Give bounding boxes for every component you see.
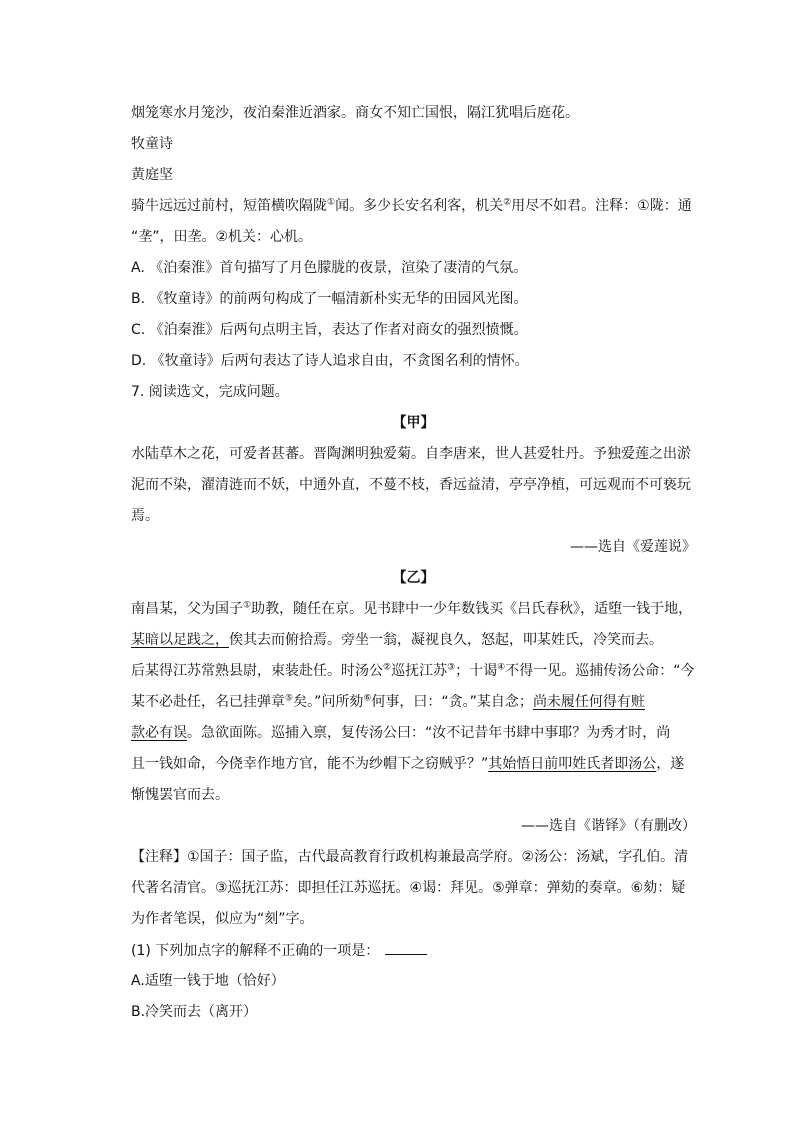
text-span: 闻。多少长安名利客，机关: [335, 198, 504, 214]
question-text: (1) 下列加点字的解释不正确的一项是：: [131, 943, 380, 959]
text-span: 巡抚江苏: [391, 663, 448, 679]
source-jia: ——选自《爱莲说》: [570, 539, 696, 555]
option-c: C. 《泊秦淮》后两句点明主旨，表达了作者对商女的强烈愤慨。: [131, 322, 528, 338]
text-span: 助教，随任在京。见书肆中一少年数钱买《吕氏春秋》，适堕一钱于地，: [251, 601, 693, 617]
text-span: ，遂: [656, 756, 685, 772]
poem-title: 牧童诗: [131, 136, 173, 152]
note-marker: ⑤: [285, 693, 294, 704]
text-span: 何事，曰：“贪。”某自念；: [371, 694, 533, 710]
passage-yi-line: [131, 661, 696, 681]
section-heading-jia: 【甲】: [392, 415, 435, 431]
sub-option-b: B.冷笑而去（离开）: [131, 1004, 258, 1020]
poem-author: 黄庭坚: [131, 167, 173, 183]
text-span: 用尽不如君。注释：①陇：通: [511, 198, 692, 214]
text-span: 某不必赴任，名已挂弹章: [131, 694, 285, 710]
passage-yi-line: 惭愧罢官而去。: [131, 787, 229, 803]
text-span: 矣。”问所劾: [293, 694, 364, 710]
text-span: ；十谒: [455, 663, 498, 679]
text-span: 南昌某，父为国子: [131, 601, 243, 617]
section-heading-yi: 【乙】: [392, 570, 435, 586]
passage-yi-line: [131, 723, 696, 743]
source-yi: ——选自《谐铎》（有删改）: [521, 818, 696, 834]
notes-line: 【注释】①国子：国子监，古代最高教育行政机构兼最高学府。②汤公：汤斌，字孔伯。清: [131, 849, 689, 865]
note-marker: ⑥: [363, 693, 372, 704]
text-span: 俟其去而俯拾焉。旁坐一翁，凝视良久，怒起，叩某姓氏，冷笑而去。: [229, 632, 663, 648]
underlined-text: 尚未履任何得有赃: [532, 694, 645, 710]
option-d: D. 《牧童诗》后两句表达了诗人追求自由，不贪图名利的情怀。: [131, 353, 529, 369]
note-marker: ①: [243, 600, 252, 611]
passage-jia-line: 焉。: [131, 508, 159, 524]
poem-line-with-notes: [131, 196, 696, 216]
underlined-text: 某暗以足践之，: [131, 632, 229, 648]
answer-blank[interactable]: [385, 940, 427, 955]
passage-yi-line: [131, 630, 696, 650]
passage-yi-line: [131, 692, 696, 712]
underlined-text: 款必有误: [131, 725, 187, 741]
text-span: 且一钱如命，今侥幸作地方官，能不为纱帽下之窃贼乎？”: [131, 756, 489, 772]
text-span: 不得一见。巡捕传汤公命：“今: [505, 663, 695, 679]
text-span: 。急欲面陈。巡捕入禀，复传汤公曰：“汝不记昔年书肆中事耶？为秀才时，尚: [187, 725, 671, 741]
poem-line: 烟笼寒水月笼沙，夜泊秦淮近酒家。商女不知亡国恨，隔江犹唱后庭花。: [131, 105, 579, 121]
text-span: 后某得江苏常熟县尉，束装赴任。时汤公: [131, 663, 383, 679]
passage-jia-line: 水陆草木之花，可爱者甚蕃。晋陶渊明独爱菊。自李唐来，世人甚爱牡丹。予独爱莲之出淤: [131, 446, 691, 462]
notes-line: 为作者笔误，似应为“刻”字。: [131, 911, 314, 927]
text-span: 骑牛远远过前村，短笛横吹隔陇: [131, 198, 327, 214]
notes-line: 代著名清官。③巡抚江苏：即担任江苏巡抚。④谒：拜见。⑤弹章：弹劾的奏章。⑥劾：疑: [131, 880, 686, 896]
sub-option-a: A.适堕一钱于地（恰好）: [131, 973, 285, 989]
option-b: B. 《牧童诗》的前两句构成了一幅清新朴实无华的田园风光图。: [131, 291, 528, 307]
poem-note-line: “垄”，田垄。②机关：心机。: [131, 229, 313, 245]
passage-yi-line: [131, 599, 696, 619]
passage-jia-line: 泥而不染，濯清涟而不妖，中通外直，不蔓不枝，香远益清，亭亭净植，可远观而不可亵玩: [131, 477, 691, 493]
note-marker: ②: [383, 662, 392, 673]
note-marker: ④: [497, 662, 506, 673]
option-a: A. 《泊秦淮》首句描写了月色朦胧的夜景，渲染了凄清的气氛。: [131, 260, 528, 276]
note-marker: ②: [503, 197, 512, 208]
passage-yi-line: [131, 754, 696, 774]
note-marker: ③: [447, 662, 456, 673]
sub-question-1: [131, 940, 696, 960]
underlined-text: 其始悟日前叩姓氏者即汤公: [488, 756, 657, 772]
note-marker: ①: [327, 197, 336, 208]
question-7: 7. 阅读选文，完成问题。: [131, 384, 289, 400]
